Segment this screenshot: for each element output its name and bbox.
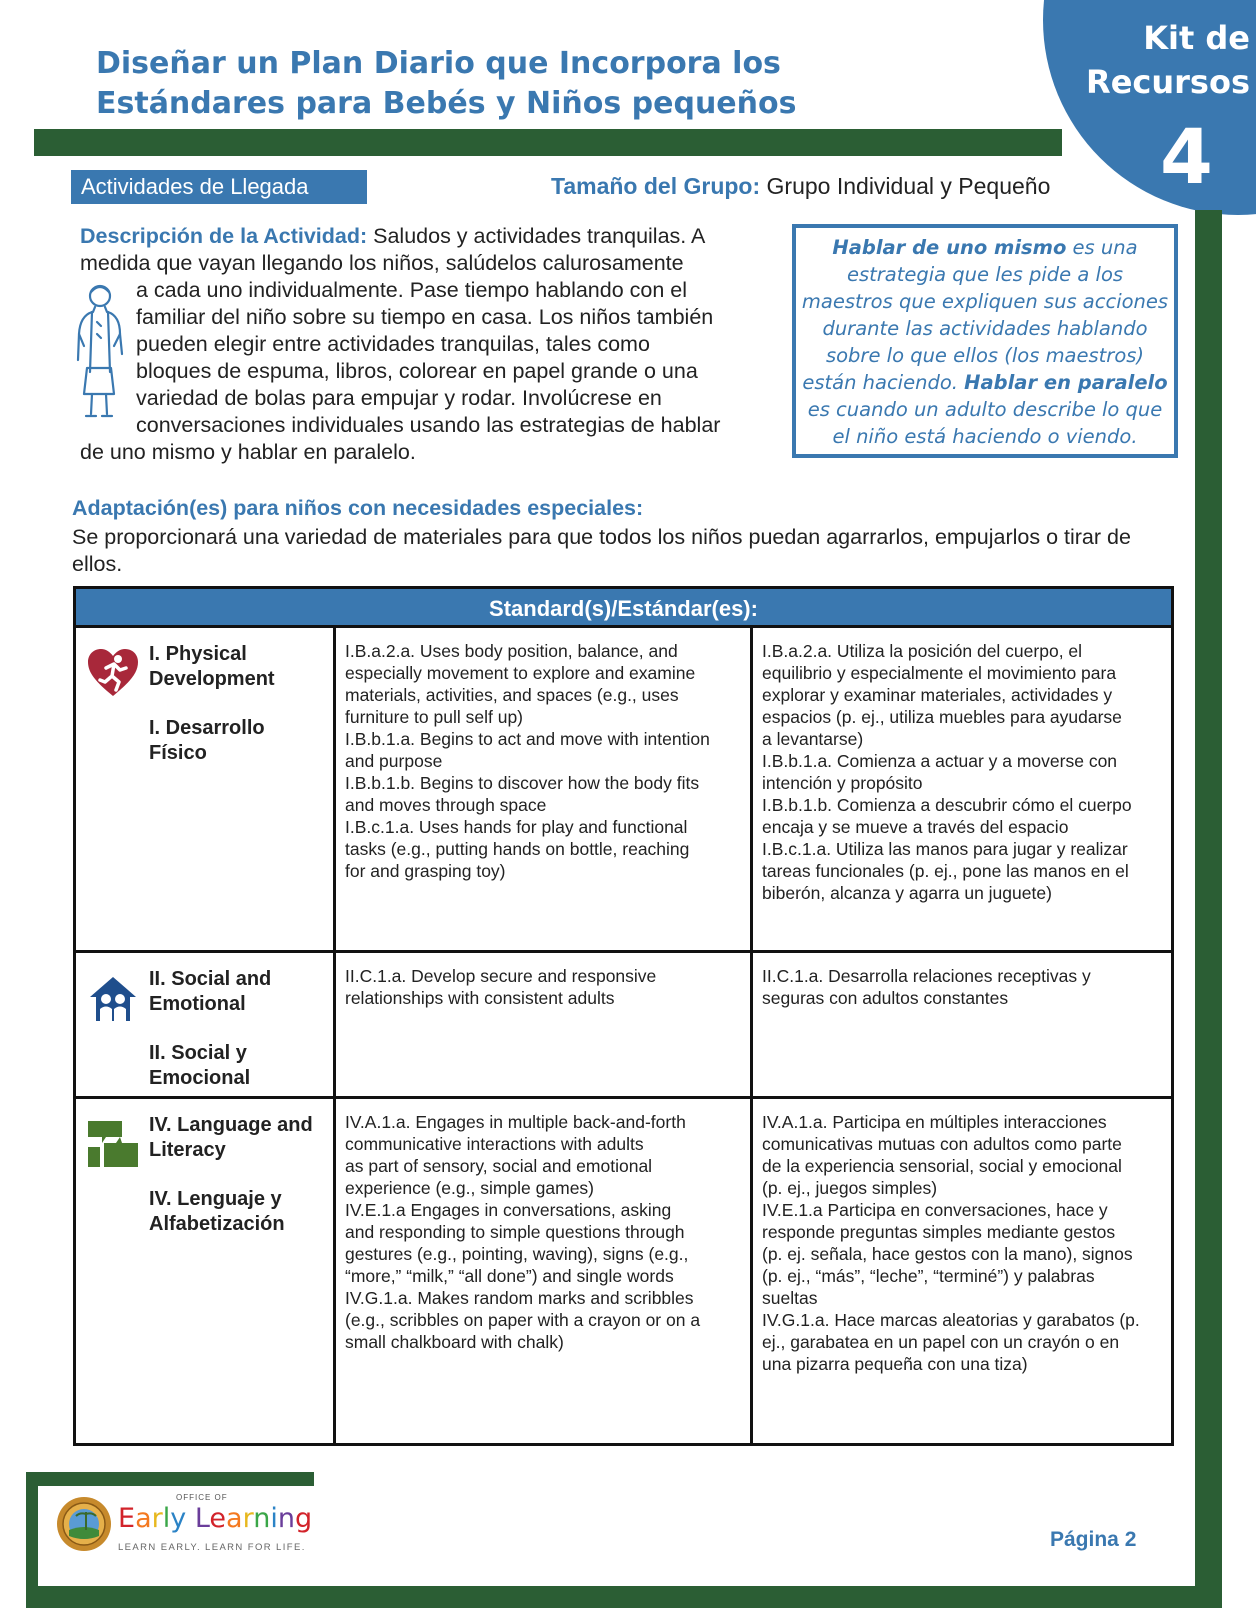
page-number: Página 2: [1050, 1528, 1137, 1551]
logo-tagline: LEARN EARLY. LEARN FOR LIFE.: [118, 1542, 306, 1553]
description-label: Descripción de la Actividad:: [80, 224, 368, 248]
logo-letter: y: [170, 1503, 187, 1534]
standard-spanish-cell: [753, 628, 1171, 950]
domain-spanish: I. Desarrollo: [149, 717, 265, 739]
teacher-illustration-icon: [70, 282, 128, 426]
callout-text: el niño está haciendo o viendo.: [832, 425, 1138, 448]
domain-english: Emotional: [149, 993, 246, 1015]
logo-letter: n: [277, 1503, 295, 1534]
group-size-value: Grupo Individual y Pequeño: [766, 173, 1051, 199]
kit-number: 4: [1160, 112, 1213, 201]
description-line: familiar del niño sobre su tiempo en casa. Los niños también: [136, 305, 714, 329]
activity-description: [80, 223, 790, 466]
description-line: bloques de espuma, libros, colorear en papel grande o una: [136, 359, 698, 383]
frame-top-bar: [34, 129, 1062, 156]
callout-text: estrategia que les pide a los: [846, 263, 1124, 286]
callout-text: están haciendo.: [802, 371, 965, 394]
frame-right-bar: [1195, 210, 1222, 1606]
callout-term: Hablar en paralelo: [964, 371, 1168, 394]
section-label: Actividades de Llegada: [71, 170, 367, 204]
domain-spanish: Físico: [149, 742, 207, 764]
early-learning-logo: [56, 1492, 316, 1568]
logo-letter: r: [242, 1503, 254, 1534]
social-emotional-house-icon: [86, 971, 140, 1025]
standard-english-text: I.B.a.2.a. Uses body position, balance, and especially movement to explore and examine materials, activities, and spaces (e.g., uses furniture to pull self up) I.B.b.1.a. Begins to act and move with intention and purpose I.B.b.1.b. Begins to discover how the body fits and moves through space I.B.c.1.a. Uses hands for play and functional tasks (e.g., putting hands on bottle, reaching for and grasping toy): [345, 641, 710, 881]
frame-left-bar: [26, 1472, 38, 1608]
domain-english: Development: [149, 668, 275, 690]
standard-english-text: II.C.1.a. Develop secure and responsive relationships with consistent adults: [345, 966, 657, 1008]
logo-letter: a: [226, 1503, 243, 1534]
callout-text: durante las actividades hablando: [822, 317, 1148, 340]
standard-english-text: IV.A.1.a. Engages in multiple back-and-forth communicative interactions with adults as part of sensory, social and emotional experience (e.g., simple games) IV.E.1.a Engages in conversations, asking and responding to simple questions through gestures (e.g., pointing, waving), signs (e.g., “more,” “milk,” “all done”) and single words IV.G.1.a. Makes random marks and scribbles (e.g., scribbles on paper with a crayon or on a small chalkboard with chalk): [345, 1112, 701, 1352]
title-line-1: Diseñar un Plan Diario que Incorpora los: [96, 46, 781, 81]
standard-spanish-cell: [753, 1099, 1171, 1443]
title-line-2: Estándares para Bebés y Niños pequeños: [96, 86, 797, 121]
language-literacy-speech-icon: [86, 1117, 140, 1171]
description-line: medida que vayan llegando los niños, salúdelos calurosamente: [80, 251, 684, 275]
description-line: de uno mismo y hablar en paralelo.: [80, 440, 416, 464]
callout-text: es una: [1066, 236, 1138, 259]
description-line: Saludos y actividades tranquilas. A: [367, 224, 706, 248]
callout-text: sobre lo que ellos (los maestros): [825, 344, 1145, 367]
callout-term: Hablar de uno mismo: [832, 236, 1067, 259]
kit-label-line-1: Kit de: [1143, 19, 1250, 57]
domain-english: Literacy: [149, 1139, 226, 1161]
kit-label-line-2: Recursos: [1086, 63, 1250, 101]
table-row: [76, 1099, 1171, 1443]
logo-letter: r: [151, 1503, 163, 1534]
page-title: [96, 44, 896, 124]
description-line: pueden elegir entre actividades tranquilas, tales como: [136, 332, 650, 356]
standards-header: Standard(s)/Estándar(es):: [76, 589, 1171, 628]
domain-english: II. Social and: [149, 968, 272, 990]
logo-letter: g: [294, 1503, 313, 1534]
description-line: a cada uno individualmente. Pase tiempo hablando con el: [136, 278, 688, 302]
logo-letter: l: [162, 1503, 171, 1534]
callout-text: maestros que expliquen sus acciones: [801, 290, 1169, 313]
group-size-label: Tamaño del Grupo:: [551, 173, 761, 199]
logo-letter: L: [194, 1503, 210, 1534]
domain-spanish: Emocional: [149, 1067, 251, 1089]
physical-development-heart-icon: [86, 646, 140, 700]
standards-table: [73, 586, 1174, 1446]
strategy-callout: [792, 224, 1178, 458]
logo-letter: i: [270, 1503, 278, 1534]
domain-cell: [76, 1099, 336, 1443]
standard-english-cell: [336, 1099, 753, 1443]
frame-footer-tab: [26, 1472, 314, 1486]
logo-letter: e: [209, 1503, 227, 1534]
domain-spanish: Alfabetización: [149, 1213, 285, 1235]
adaptations-text: Se proporcionará una variedad de materiales para que todos los niños puedan agarrarlos, empujarlos o tirar de ellos.: [72, 525, 1131, 576]
domain-cell: [76, 953, 336, 1096]
table-row: [76, 628, 1171, 953]
logo-letter: n: [253, 1503, 271, 1534]
group-size: [551, 173, 1050, 200]
standard-spanish-text: II.C.1.a. Desarrolla relaciones receptivas y seguras con adultos constantes: [762, 966, 1091, 1008]
logo-letter: [186, 1503, 195, 1534]
florida-state-seal-icon: [56, 1496, 112, 1552]
logo-letter: a: [135, 1503, 152, 1534]
logo-office-text: OFFICE OF: [176, 1493, 228, 1502]
description-line: variedad de bolas para empujar y rodar. Involúcrese en: [136, 386, 662, 410]
logo-title: [118, 1502, 312, 1536]
kit-label: [1066, 16, 1250, 104]
standard-english-cell: [336, 953, 753, 1096]
adaptations-label: Adaptación(es) para niños con necesidades especiales:: [72, 496, 644, 520]
domain-spanish: IV. Lenguaje y: [149, 1188, 282, 1210]
standard-spanish-cell: [753, 953, 1171, 1096]
callout-text: es cuando un adulto describe lo que: [807, 398, 1163, 421]
table-row: [76, 953, 1171, 1099]
logo-letter: E: [118, 1503, 136, 1534]
domain-english: I. Physical: [149, 643, 247, 665]
standard-spanish-text: I.B.a.2.a. Utiliza la posición del cuerpo, el equilibrio y especialmente el movimiento para explorar y examinar materiales, actividades y espacios (p. ej., utiliza muebles para ayudarse a levantarse) I.B.b.1.a. Comienza a actuar y a moverse con intención y propósito I.B.b.1.b. Comienza a descubrir cómo el cuerpo encaja y se mueve a través del espacio I.B.c.1.a. Utiliza las manos para jugar y realizar tareas funcionales (p. ej., pone las manos en el biberón, alcanza y agarra un juguete): [762, 641, 1132, 903]
domain-spanish: II. Social y: [149, 1042, 247, 1064]
frame-bottom-bar: [26, 1586, 1222, 1608]
standard-english-cell: [336, 628, 753, 950]
description-line: conversaciones individuales usando las estrategias de hablar: [136, 413, 721, 437]
standard-spanish-text: IV.A.1.a. Participa en múltiples interacciones comunicativas mutuas con adultos como parte de la experiencia sensorial, social y emocional (p. ej., juegos simples) IV.E.1.a Participa en conversaciones, hace y responde preguntas simples mediante gestos (p. ej. señala, hace gestos con la mano), signos (p. ej., “más”, “leche”, “terminé”) y palabras sueltas IV.G.1.a. Hace marcas aleatorias y garabatos (p. ej., garabatea en un papel con un crayón o en una pizarra pequeña con una tiza): [762, 1112, 1140, 1374]
domain-cell: [76, 628, 336, 950]
domain-english: IV. Language and: [149, 1114, 313, 1136]
